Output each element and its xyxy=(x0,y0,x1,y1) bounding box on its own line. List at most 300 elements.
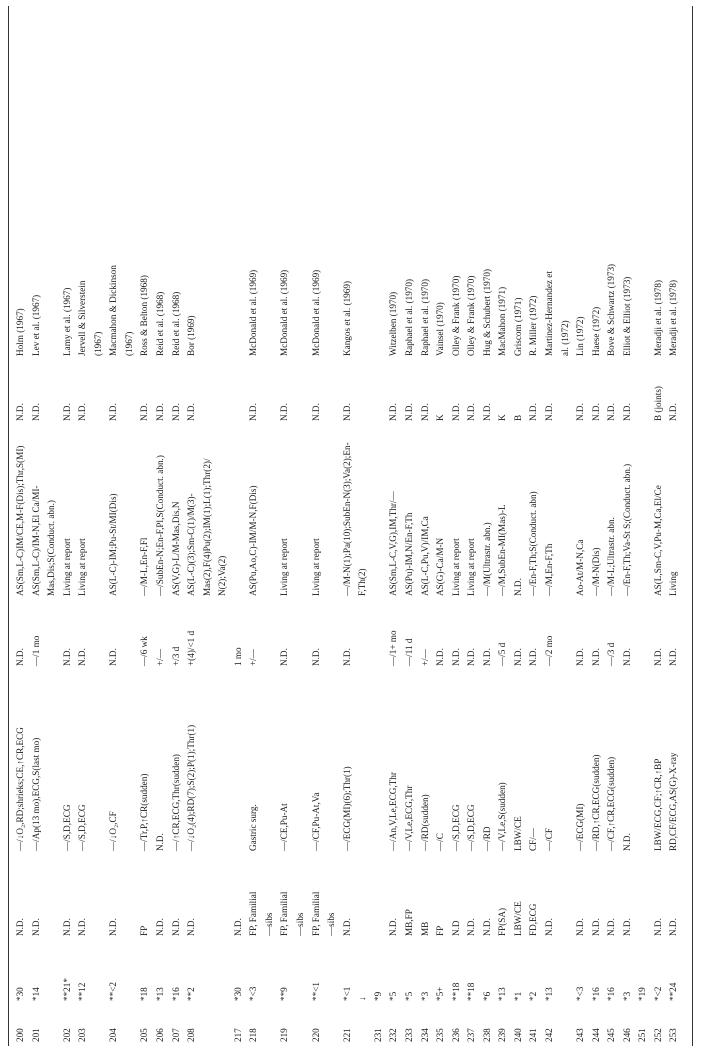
cell-no: 241 xyxy=(528,1028,539,1042)
cell-age: *9 xyxy=(372,991,383,1001)
cell-no: 201 xyxy=(30,1028,41,1042)
table-row xyxy=(374,6,390,1046)
cell-path: —/M-N(1);Pa(10);SubEn-N(3);Va(2);En- xyxy=(341,442,352,596)
cell-path: AS(Sm,L-C,V,G),IM,Thr/— xyxy=(388,491,399,596)
cell-fh: —sibs xyxy=(295,912,306,936)
table-row xyxy=(94,6,110,1046)
cell-surv: +/— xyxy=(155,649,166,666)
cell-chol: N.D. xyxy=(139,403,150,421)
cell-chol: N.D. xyxy=(30,403,41,421)
cell-path: —/En-F,Th;S(Conduct. abn) xyxy=(528,491,539,596)
cell-path: Living at report xyxy=(310,538,321,596)
cell-course: —/Tr,P,↑CR(sudden) xyxy=(139,773,150,851)
table-row xyxy=(125,6,141,1046)
cell-ref: Hug & Schubert (1970) xyxy=(481,268,492,356)
cell-course: —/CE,Pu-At xyxy=(279,803,290,851)
cell-path: Living xyxy=(668,571,679,596)
cell-fh: N.D. xyxy=(652,918,663,936)
cell-path: AS(G)-Ca/M-N xyxy=(435,537,446,596)
table-row xyxy=(467,6,483,1046)
cell-surv: N.D. xyxy=(61,648,72,666)
table-row xyxy=(265,6,281,1046)
cell-ref: Elliot & Elliot (1973) xyxy=(621,276,632,356)
cell-path: F,Th(2) xyxy=(357,568,368,596)
cell-fh: N.D. xyxy=(466,918,477,936)
cell-chol: N.D. xyxy=(310,403,321,421)
cell-path: —/M(Ultrastr. abn.) xyxy=(481,522,492,596)
cell-no: 231 xyxy=(372,1028,383,1042)
cell-fh: N.D. xyxy=(232,918,243,936)
cell-no: 232 xyxy=(388,1028,399,1042)
cell-course: —/V,Le,ECG,Thr xyxy=(403,785,414,851)
table-row xyxy=(561,6,577,1046)
cell-no: 240 xyxy=(512,1028,523,1042)
cell-age: *2 xyxy=(528,991,539,1001)
cell-age: **<2 xyxy=(108,982,119,1001)
table-row xyxy=(669,6,685,1046)
cell-surv: —/5 d xyxy=(497,642,508,666)
cell-course: —/CF,Pu-At,Va xyxy=(310,792,321,851)
cell-fh: N.D. xyxy=(575,918,586,936)
cell-chol: N.D. xyxy=(341,403,352,421)
table-row xyxy=(140,6,156,1046)
table-row xyxy=(249,6,265,1046)
cell-fh: N.D xyxy=(450,920,461,936)
table-row xyxy=(156,6,172,1046)
table-rule-bottom xyxy=(692,6,693,1046)
cell-surv: N.D. xyxy=(279,648,290,666)
cell-age: *<3 xyxy=(575,986,586,1001)
table-row xyxy=(312,6,328,1046)
cell-surv: N.D. xyxy=(435,648,446,666)
cell-path: Living at report xyxy=(450,538,461,596)
cell-no: 245 xyxy=(606,1028,617,1042)
cell-age: **<1 xyxy=(310,982,321,1001)
cell-path: AS(L-C)-IM;Pu-St/MI(Dis) xyxy=(108,493,119,596)
cell-path: —/SubEn-N;En-F,Pl,S(Conduct. abn.) xyxy=(155,455,166,596)
cell-fh: FP, Familial xyxy=(279,891,290,936)
table-row xyxy=(545,6,561,1046)
cell-chol: N.D. xyxy=(668,403,679,421)
cell-ref: Jervell & Silverstein xyxy=(77,280,88,356)
table-row xyxy=(234,6,250,1046)
table-row xyxy=(483,6,499,1046)
table-row xyxy=(47,6,63,1046)
cell-chol: N.D. xyxy=(466,403,477,421)
table-row xyxy=(607,6,623,1046)
cell-surv: N.D. xyxy=(481,648,492,666)
table-row xyxy=(529,6,545,1046)
table-row xyxy=(203,6,219,1046)
cell-course: —/↓O₂,CF xyxy=(108,811,119,851)
cell-ref: Macmahon & Dickinson xyxy=(108,265,119,356)
cell-path: Living at report xyxy=(466,538,477,596)
cell-ref: Lamy et al. (1967) xyxy=(61,287,72,356)
landscape-table xyxy=(8,6,693,1046)
cell-age: *5 xyxy=(403,991,414,1001)
cell-path: Mas(2),F(4)Pu(2);IM(1);L(1);Thr(2)/ xyxy=(201,458,212,596)
cell-path: AS(L-C)(3);Sm-C(1)/M(3)- xyxy=(186,493,197,596)
cell-ref: Olley & Frank (1970) xyxy=(450,275,461,356)
cell-ref: Bor (1969) xyxy=(186,315,197,356)
cell-fh: FP(SA) xyxy=(497,907,508,936)
cell-path: Ao-At/M-N,Ca xyxy=(575,539,586,596)
cell-age: *30 xyxy=(232,987,243,1001)
cell-path: AS(L,Sm-C,V,Pu-M,Ca,El/Ce xyxy=(652,485,663,596)
cell-no: 238 xyxy=(481,1028,492,1042)
cell-course: —/V,Le,S(sudden) xyxy=(497,782,508,851)
cell-surv: N.D. xyxy=(621,648,632,666)
cell-fh: N.D. xyxy=(186,918,197,936)
cell-surv: —/11 d xyxy=(403,638,414,666)
cell-course: —/S,D,ECG xyxy=(61,804,72,851)
cell-ref: Witzelben (1970) xyxy=(388,291,399,356)
table-row xyxy=(514,6,530,1046)
cell-path: —/M,En-F,Th xyxy=(543,543,554,596)
cell-surv: 1 mo xyxy=(232,647,243,666)
cell-no: 253 xyxy=(668,1028,679,1042)
cell-no: 208 xyxy=(186,1028,197,1042)
cell-fh: N.D. xyxy=(77,918,88,936)
cell-no: 207 xyxy=(170,1028,181,1042)
cell-ref: Bove & Schwartz (1973) xyxy=(606,263,617,356)
cell-path: N.D. xyxy=(512,578,523,596)
cell-fh: FP, Familial xyxy=(248,891,259,936)
cell-course: —/CF xyxy=(543,828,554,851)
cell-age: **12 xyxy=(77,982,88,1001)
table-row xyxy=(592,6,608,1046)
cell-fh: N.D. xyxy=(590,918,601,936)
cell-course: —/An,V,Le,ECG,Thr xyxy=(388,772,399,851)
cell-fh: FD,ECG xyxy=(528,903,539,936)
cell-no: 205 xyxy=(139,1028,150,1042)
cell-path: Mas,Dis;S(Conduct. abn.) xyxy=(46,500,57,596)
cell-fh: —sibs xyxy=(326,912,337,936)
table-row xyxy=(296,6,312,1046)
table-row xyxy=(32,6,48,1046)
cell-surv: +(4)/<1 d xyxy=(186,630,197,666)
table-row xyxy=(343,6,359,1046)
cell-ref: Haese (1972) xyxy=(590,306,601,356)
cell-surv: N.D. xyxy=(310,648,321,666)
cell-surv: N.D. xyxy=(652,648,663,666)
cell-chol: N.D. xyxy=(450,403,461,421)
cell-surv: N.D. xyxy=(77,648,88,666)
cell-ref: Martinez-Hernandez et xyxy=(543,271,554,356)
cell-no: 237 xyxy=(466,1028,477,1042)
cell-fh: N.D. xyxy=(341,918,352,936)
table-row xyxy=(280,6,296,1046)
cell-no: 200 xyxy=(15,1028,25,1042)
cell-fh: N.D. xyxy=(108,918,119,936)
cell-ref: Raphael et al. (1970) xyxy=(419,278,430,356)
cell-path: Living at report xyxy=(61,538,72,596)
table-row xyxy=(405,6,421,1046)
cell-fh: N.D. xyxy=(481,918,492,936)
cell-ref: Meradji et al. (1978) xyxy=(652,279,663,356)
cell-chol: B xyxy=(512,414,523,421)
cell-fh: N.D. xyxy=(30,918,41,936)
cell-chol: N.D. xyxy=(606,403,617,421)
cell-fh: MB,FP xyxy=(403,909,414,936)
cell-age: **21* xyxy=(61,978,72,1001)
cell-ref: Raphael et al. (1970) xyxy=(403,278,414,356)
table-row xyxy=(63,6,79,1046)
table-row xyxy=(16,6,32,1046)
cell-chol: N.D. xyxy=(621,403,632,421)
cell-surv: N.D. xyxy=(108,648,119,666)
cell-course: N.D. xyxy=(155,833,166,851)
cell-ref: Lin (1972) xyxy=(575,316,586,356)
cell-course: —/CF,↑CR,ECG(sudden) xyxy=(606,756,617,851)
cell-path: AS(Sm,L-C)/IM-N,El Ca/MI- xyxy=(30,485,41,596)
cell-course: —/↑CR,ECG,Thr(sudden) xyxy=(170,754,181,851)
cell-chol: N.D. xyxy=(575,403,586,421)
cell-fh: FP xyxy=(435,925,446,936)
cell-no: 203 xyxy=(77,1028,88,1042)
cell-course: —/↓O₂,RD;shrieks;CE,↑CR,ECG xyxy=(15,727,25,851)
cell-surv: —/1+ mo xyxy=(388,630,399,666)
cell-surv: N.D. xyxy=(512,648,523,666)
cell-chol: K xyxy=(435,414,446,421)
cell-chol: N.D. xyxy=(61,403,72,421)
cell-course: —/S,D,ECG xyxy=(466,804,477,851)
cell-course: CF/— xyxy=(528,828,539,851)
cell-surv: —/1 mo xyxy=(30,635,41,666)
cell-course: —/RD(sudden) xyxy=(419,794,430,851)
cell-course: —/Ap(13 mo),ECG,S(last mo) xyxy=(30,737,41,851)
cell-surv: N.D. xyxy=(668,648,679,666)
cell-no: 251 xyxy=(637,1028,648,1042)
cell-no: 236 xyxy=(450,1028,461,1042)
cell-path: AS(Pu,Ao,C)-IM/M-N,F(Dis) xyxy=(248,485,259,596)
cell-no: 243 xyxy=(575,1028,586,1042)
cell-chol: N.D. xyxy=(403,403,414,421)
table-row xyxy=(421,6,437,1046)
cell-path: AS(Sm,L-C)IM/CE,M-F(Dis);Thr,S(MI) xyxy=(15,445,25,596)
cell-ref: Kangos et al. (1969) xyxy=(341,280,352,356)
cell-no: 206 xyxy=(155,1028,166,1042)
cell-path: N(2);Va(2) xyxy=(217,555,228,596)
cell-ref: McDonald et al. (1969) xyxy=(248,269,259,356)
cell-ref: MacMahon (1971) xyxy=(497,286,508,356)
cell-fh: N.D. xyxy=(61,918,72,936)
cell-surv: N.D. xyxy=(341,648,352,666)
cell-path: AS(L-C,Pu,V)/IM,Ca xyxy=(419,516,430,596)
cell-ref: Reid et al. (1968) xyxy=(155,291,166,356)
cell-fh: FP, Familial xyxy=(310,891,321,936)
cell-course: —/RD xyxy=(481,826,492,851)
cell-fh: N.D. xyxy=(15,918,25,936)
cell-no: 239 xyxy=(497,1028,508,1042)
cell-course: —/S,D,ECG xyxy=(450,804,461,851)
cell-path: Living at report xyxy=(77,538,88,596)
cell-surv: +/3 d xyxy=(170,646,181,666)
cell-no: 202 xyxy=(61,1028,72,1042)
cell-course: —/RD,↑CR,ECG(sudden) xyxy=(590,754,601,851)
cell-course: —/ECG(MI) xyxy=(575,803,586,851)
cell-ref: Olley & Frank (1970) xyxy=(466,275,477,356)
cell-chol: N.D. xyxy=(481,403,492,421)
cell-course: —/S,D,ECG xyxy=(77,804,88,851)
cell-no: 218 xyxy=(248,1028,259,1042)
cell-ref: McDonald et al. (1969) xyxy=(279,269,290,356)
cell-surv: +/— xyxy=(248,649,259,666)
cell-fh: N.D. xyxy=(155,918,166,936)
cell-no: 242 xyxy=(543,1028,554,1042)
cell-course: —/↓O₂(4);RD(7);S(2);P(1);Thr(1) xyxy=(186,724,197,851)
cell-fh: MB xyxy=(419,921,430,936)
cell-ref: Vainsel (1970) xyxy=(435,302,446,356)
table-row xyxy=(218,6,234,1046)
cell-fh: N.D. xyxy=(606,918,617,936)
cell-path: —/M-L;Ultrastr. abn. xyxy=(606,517,617,596)
cell-age: *5 xyxy=(388,991,399,1001)
cell-no: 235 xyxy=(435,1028,446,1042)
cell-ref: Griscom (1971) xyxy=(512,297,523,356)
cell-age: *1 xyxy=(512,991,523,1001)
cell-age: *16 xyxy=(590,987,601,1001)
cell-chol: N.D. xyxy=(108,403,119,421)
cell-surv: N.D. xyxy=(590,648,601,666)
cell-age: *3 xyxy=(419,991,430,1001)
cell-fh: N.D. xyxy=(543,918,554,936)
table-row xyxy=(638,6,654,1046)
cell-chol: B (joints) xyxy=(652,386,663,421)
cell-age: *13 xyxy=(543,987,554,1001)
cell-no: 246 xyxy=(621,1028,632,1042)
cell-chol: N.D. xyxy=(543,403,554,421)
cell-age: **18 xyxy=(450,982,461,1001)
cell-no: 244 xyxy=(590,1028,601,1042)
cell-surv: N.D. xyxy=(450,648,461,666)
cell-fh: N.D. xyxy=(170,918,181,936)
cell-surv: —/2 mo xyxy=(543,635,554,666)
cell-chol: N.D. xyxy=(77,403,88,421)
table-rule-top xyxy=(8,6,9,1046)
cell-course: LBW/ECG,CF;↑CR,↑BP xyxy=(652,758,663,851)
cell-surv: N.D. xyxy=(466,648,477,666)
cell-no: 233 xyxy=(403,1028,414,1042)
cell-surv: N.D. xyxy=(528,648,539,666)
cell-chol: N.D. xyxy=(170,403,181,421)
cell-age: *3 xyxy=(621,991,632,1001)
table-row xyxy=(389,6,405,1046)
cell-age: *6 xyxy=(481,991,492,1001)
cell-no: 221 xyxy=(341,1028,352,1042)
cell-ref: McDonald et al. (1969) xyxy=(310,269,321,356)
table-row xyxy=(327,6,343,1046)
cell-course: —/ECG(MI)(6);Thr(1) xyxy=(341,766,352,851)
cell-surv: —/3 d xyxy=(606,642,617,666)
cell-chol: N.D. xyxy=(186,403,197,421)
cell-ref: Meradji et al. (1978) xyxy=(668,279,679,356)
cell-chol: N.D. xyxy=(528,403,539,421)
cell-course: RD,CF/ECG,AS(G)-X-ray xyxy=(668,752,679,851)
cell-surv: N.D. xyxy=(575,648,586,666)
cell-chol: N.D. xyxy=(155,403,166,421)
cell-age: *13 xyxy=(497,987,508,1001)
cell-age: **2 xyxy=(186,987,197,1001)
cell-no: 217 xyxy=(232,1028,243,1042)
cell-surv: —/6 wk xyxy=(139,636,150,666)
table-row xyxy=(654,6,670,1046)
cell-chol: N.D. xyxy=(590,403,601,421)
table-row xyxy=(576,6,592,1046)
cell-fh: N.D. xyxy=(621,918,632,936)
cell-course: N.D. xyxy=(621,833,632,851)
cell-age: *30 xyxy=(15,987,25,1001)
cell-path: —/M-N(Dis) xyxy=(590,547,601,596)
cell-course: LBW/CE xyxy=(512,816,523,851)
cell-age: **18 xyxy=(466,982,477,1001)
cell-age: *18 xyxy=(139,987,150,1001)
cell-no: 219 xyxy=(279,1028,290,1042)
table-row xyxy=(498,6,514,1046)
cell-surv: N.D. xyxy=(15,648,25,666)
cell-no: 234 xyxy=(419,1028,430,1042)
cell-ref: R. Miller (1972) xyxy=(528,295,539,356)
cell-age: *16 xyxy=(606,987,617,1001)
table-row xyxy=(187,6,203,1046)
table-row xyxy=(358,6,374,1046)
cell-fh: N.D. xyxy=(388,918,399,936)
table-row xyxy=(436,6,452,1046)
table-row xyxy=(623,6,639,1046)
cell-path: —/M,SubEn-MI(Mas)-L xyxy=(497,504,508,596)
cell-age: *<2 xyxy=(652,986,663,1001)
cell-path: —/En-F,Th;Va-St S;(Conduct. abn.) xyxy=(621,463,632,596)
cell-fh: —sibs xyxy=(263,912,274,936)
cell-ref: (1967) xyxy=(123,331,134,356)
cell-age: *16 xyxy=(170,987,181,1001)
cell-ref: al. (1972) xyxy=(559,320,570,356)
cell-ref: Lev et al. (1967) xyxy=(30,294,41,356)
cell-age: *14 xyxy=(30,987,41,1001)
cell-chol: N.D. xyxy=(279,403,290,421)
cell-no: 220 xyxy=(310,1028,321,1042)
cell-ref: Reid et al. (1968) xyxy=(170,291,181,356)
cell-chol: N.D. xyxy=(15,403,25,421)
cell-chol: N.D. xyxy=(388,403,399,421)
table-row xyxy=(78,6,94,1046)
cell-age: *13 xyxy=(155,987,166,1001)
cell-age: ↓ xyxy=(357,996,368,1001)
cell-course: —/C xyxy=(435,833,446,851)
cell-no: 204 xyxy=(108,1028,119,1042)
cell-chol: N.D. xyxy=(419,403,430,421)
cell-path: Living at report xyxy=(279,538,290,596)
cell-age: *<3 xyxy=(248,986,259,1001)
cell-ref: Ross & Belton (1968) xyxy=(139,275,150,356)
cell-surv: +/— xyxy=(419,649,430,666)
cell-age: *19 xyxy=(637,987,648,1001)
cell-chol: N.D. xyxy=(248,403,259,421)
cell-fh: N.D. xyxy=(668,918,679,936)
cell-age: **24 xyxy=(668,982,679,1001)
cell-path: AS(Pu)-IM,N/En-F,Th xyxy=(403,512,414,596)
cell-ref: Holm (1967) xyxy=(15,308,25,356)
cell-fh: LBW/CE xyxy=(512,901,523,936)
cell-no: 252 xyxy=(652,1028,663,1042)
cell-path: AS(V,G)-L/M-Mas,Dis,N xyxy=(170,501,181,596)
table-row xyxy=(109,6,125,1046)
cell-age: *<1 xyxy=(341,986,352,1001)
cell-ref: (1967) xyxy=(92,331,103,356)
cell-chol: K xyxy=(497,414,508,421)
table-row xyxy=(172,6,188,1046)
cell-age: **9 xyxy=(279,987,290,1001)
